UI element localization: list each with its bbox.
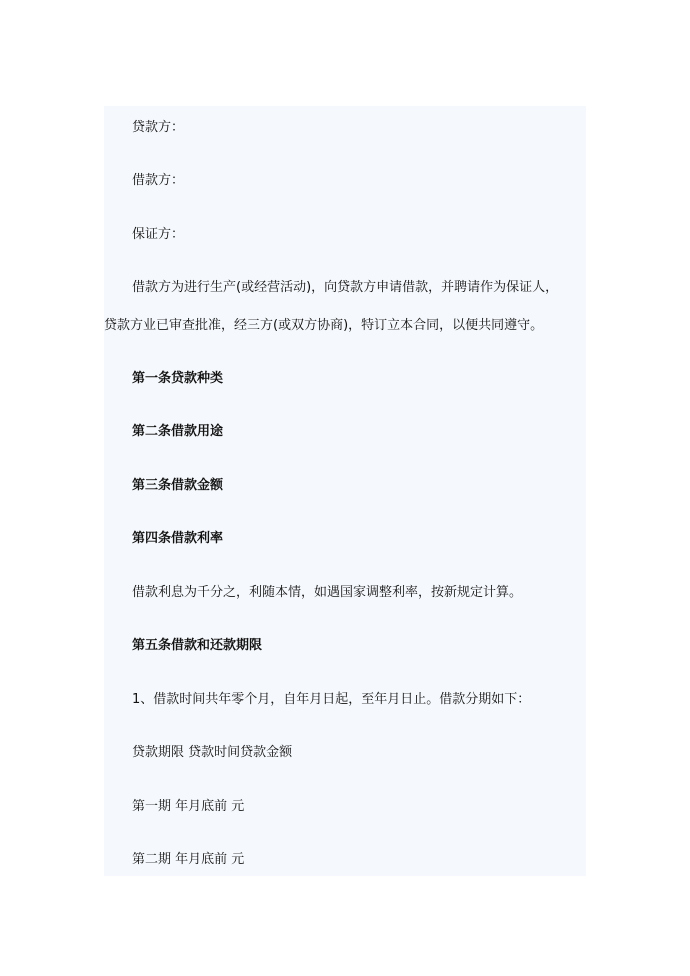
guarantor-label: 保证方： [132,227,185,242]
lender-label: 贷款方： [132,120,185,135]
installment-period-1: 第一期 年月底前 元 [132,799,245,814]
preamble-line-1: 借款方为进行生产(或经营活动)，向贷款方申请借款，并聘请作为保证人， [132,280,559,295]
article-5-heading: 第五条借款和还款期限 [132,638,263,653]
article-3-heading: 第三条借款金额 [132,478,224,493]
article-2-heading: 第二条借款用途 [132,424,224,439]
preamble-line-2: 贷款方业已审查批准，经三方(或双方协商)，特订立本合同，以便共同遵守。 [104,318,544,333]
article-4-heading: 第四条借款利率 [132,531,224,546]
article-4-text: 借款利息为千分之，利随本情，如遇国家调整利率，按新规定计算。 [132,585,523,600]
borrower-label: 借款方： [132,173,185,188]
article-1-heading: 第一条贷款种类 [132,371,224,386]
installment-table-header: 贷款期限 贷款时间贷款金额 [132,745,293,760]
installment-period-2: 第二期 年月底前 元 [132,852,245,867]
article-5-item-1: 1、借款时间共年零个月，自年月日起，至年月日止。借款分期如下： [132,692,531,707]
